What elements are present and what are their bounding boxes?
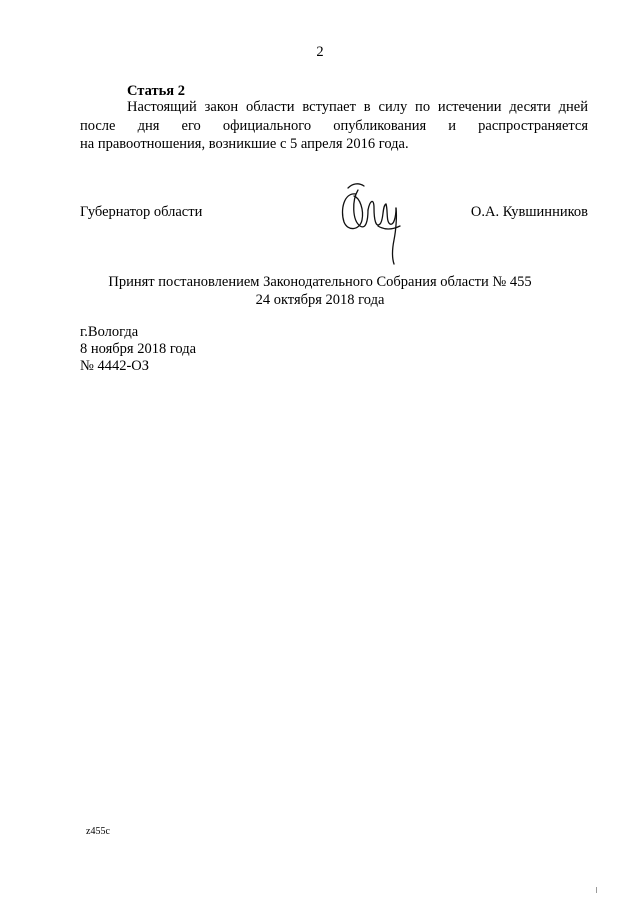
file-code: z455c: [86, 826, 110, 837]
signature-image: [334, 180, 414, 270]
article-line-3: на правоотношения, возникшие с 5 апреля 2016 года.: [80, 136, 409, 152]
article-line-2: после дня его официального опубликования и распространяется: [80, 117, 588, 134]
handwritten-signature: [334, 180, 414, 265]
article-heading: Статья 2: [127, 83, 185, 99]
governor-title: Губернатор области: [80, 204, 203, 220]
law-number: № 4442-ОЗ: [80, 358, 150, 374]
scan-edge-mark: [596, 887, 597, 893]
law-date: 8 ноября 2018 года: [80, 341, 197, 357]
article-body: [80, 98, 588, 154]
adoption-line-2: 24 октября 2018 года: [255, 292, 385, 308]
law-place: г.Вологда: [80, 324, 139, 340]
page-number: 2: [316, 44, 324, 60]
adoption-line-1: Принят постановлением Законодательного Собрания области № 455: [108, 274, 532, 290]
article-line-1: Настоящий закон области вступает в силу по истечении десяти дней: [127, 99, 588, 115]
governor-name: О.А. Кувшинников: [470, 204, 588, 220]
